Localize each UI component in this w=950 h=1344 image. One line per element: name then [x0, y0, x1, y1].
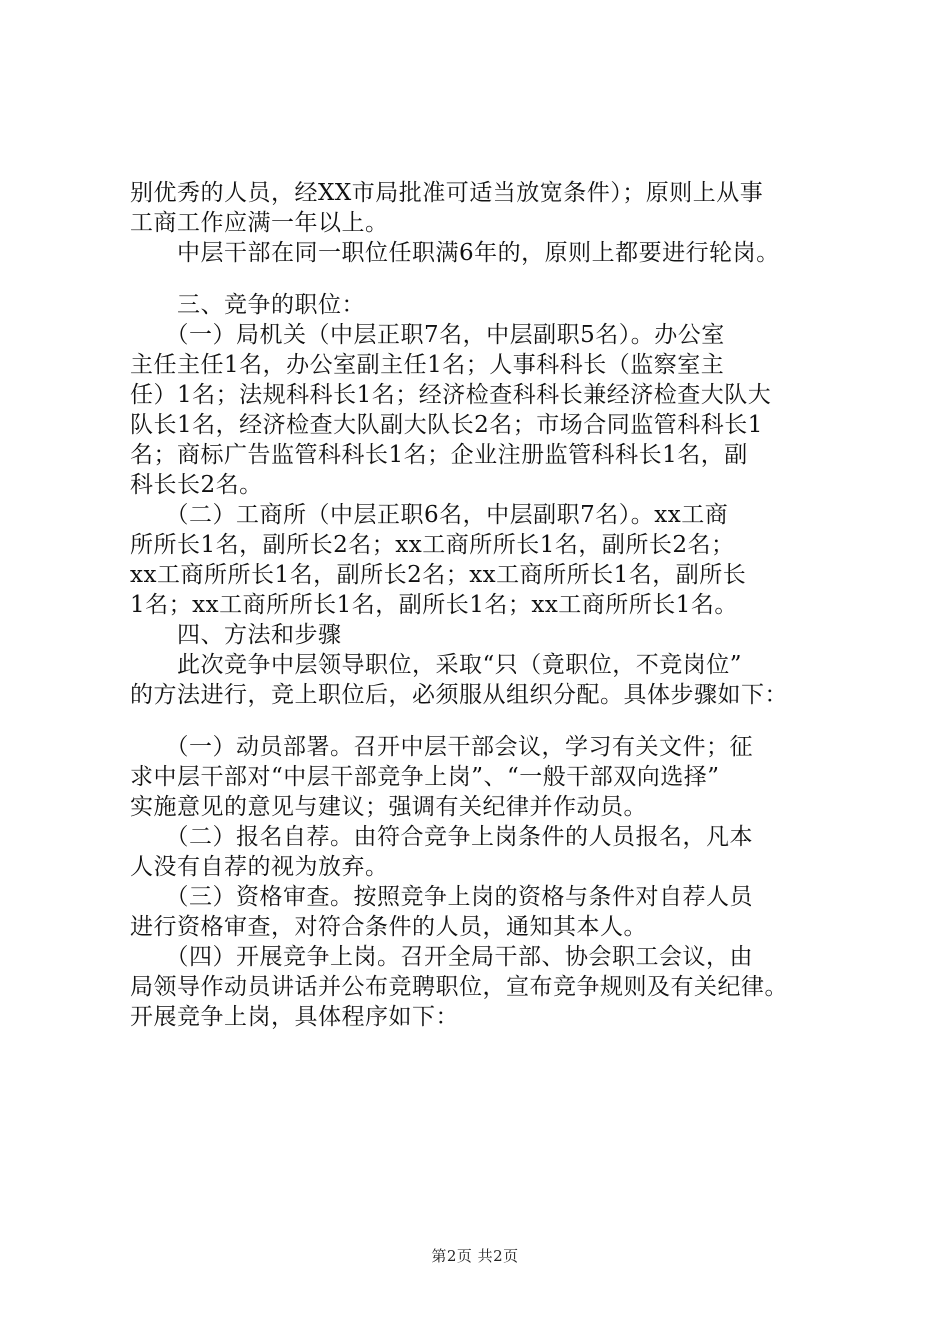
paragraph-gap	[130, 268, 830, 290]
text-line: 人没有自荐的视为放弃。	[130, 854, 389, 880]
text-line: 求中层干部对“中层干部竞争上岗”、“一般干部双向选择”	[130, 764, 720, 790]
text-line: 工商工作应满一年以上。	[130, 210, 389, 236]
text-line: 实施意见的意见与建议；强调有关纪律并作动员。	[130, 794, 647, 820]
text-line: 1名；xx工商所所长1名，副所长1名；xx工商所所长1名。	[130, 592, 738, 618]
document-body	[130, 178, 830, 1032]
text-line: 名；商标广告监管科科长1名；企业注册监管科科长1名，副	[130, 442, 748, 468]
text-line: 队长1名，经济检查大队副大队长2名；市场合同监管科科长1	[130, 412, 763, 438]
text-line: 局领导作动员讲话并公布竞聘职位，宣布竞争规则及有关纪律。	[130, 974, 788, 1000]
page-footer: 第2页 共2页	[431, 1247, 519, 1265]
text-line: 中层干部在同一职位任职满6年的，原则上都要进行轮岗。	[130, 240, 780, 266]
text-line: 此次竞争中层领导职位，采取“只（竟职位，不竞岗位”	[130, 652, 743, 678]
text-line: （一）局机关（中层正职7名，中层副职5名）。办公室	[130, 322, 725, 348]
text-line: （四）开展竞争上岗。召开全局干部、协会职工会议，由	[130, 944, 753, 970]
section-heading: 四、方法和步骤	[130, 622, 342, 648]
text-line: （一）动员部署。召开中层干部会议，学习有关文件；征	[130, 734, 753, 760]
text-line: （三）资格审查。按照竞争上岗的资格与条件对自荐人员	[130, 884, 753, 910]
text-line: 别优秀的人员，经XX市局批准可适当放宽条件）；原则上从事	[130, 180, 764, 206]
text-line: 开展竞争上岗，具体程序如下：	[130, 1004, 459, 1030]
text-line: 主任主任1名，办公室副主任1名；人事科科长（监察室主	[130, 352, 725, 378]
text-line: xx工商所所长1名，副所长2名；xx工商所所长1名，副所长	[130, 562, 747, 588]
text-line: （二）报名自荐。由符合竞争上岗条件的人员报名，凡本	[130, 824, 753, 850]
text-line: 任）1名；法规科科长1名；经济检查科科长兼经济检查大队大	[130, 382, 772, 408]
text-line: 科长长2名。	[130, 472, 263, 498]
text-line: 所所长1名，副所长2名；xx工商所所长1名，副所长2名；	[130, 532, 735, 558]
paragraph-gap	[130, 710, 830, 732]
section-heading: 三、竞争的职位：	[130, 292, 365, 318]
text-line: 进行资格审查，对符合条件的人员，通知其本人。	[130, 914, 647, 940]
text-line: 的方法进行，竞上职位后，必须服从组织分配。具体步骤如下：	[130, 682, 788, 708]
text-line: （二）工商所（中层正职6名，中层副职7名）。xx工商	[130, 502, 729, 528]
